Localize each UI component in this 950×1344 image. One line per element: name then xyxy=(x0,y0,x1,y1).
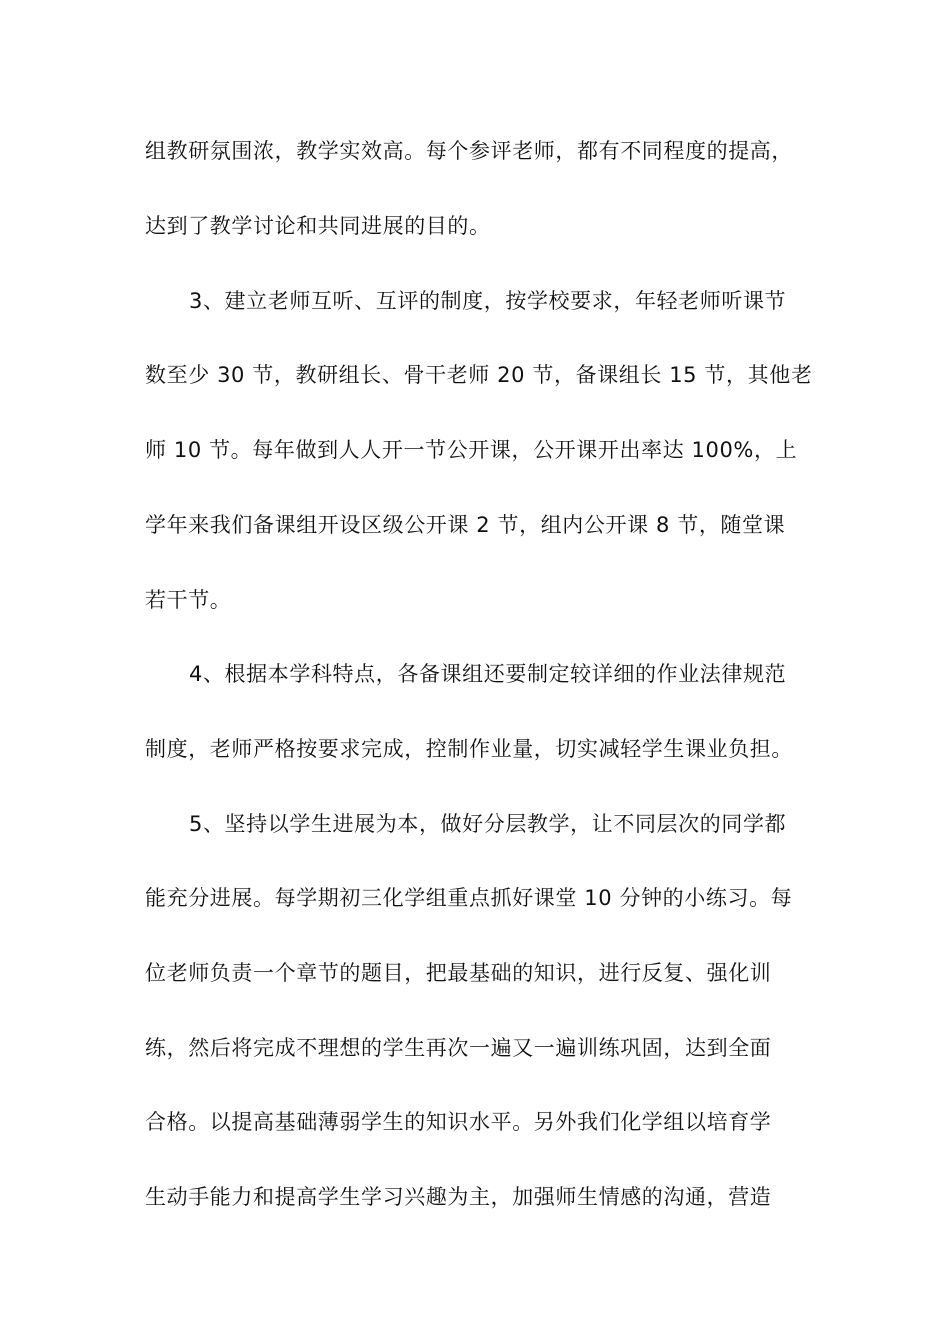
paragraph-line: 学年来我们备课组开设区级公开课 2 节，组内公开课 8 节，随堂课 xyxy=(145,513,786,537)
paragraph-line-item-5: 5、坚持以学生进展为本，做好分层教学，让不同层次的同学都 xyxy=(189,812,787,836)
paragraph-line: 制度，老师严格按要求完成，控制作业量，切实减轻学生课业负担。 xyxy=(145,737,793,761)
paragraph-line-item-3: 3、建立老师互听、互评的制度，按学校要求，年轻老师听课节 xyxy=(189,289,787,313)
paragraph-line: 合格。以提高基础薄弱学生的知识水平。另外我们化学组以培育学 xyxy=(145,1110,772,1134)
paragraph-line: 组教研氛围浓，教学实效高。每个参评老师，都有不同程度的提高， xyxy=(145,139,793,163)
paragraph-line: 位老师负责一个章节的题目，把最基础的知识，进行反复、强化训 xyxy=(145,961,772,985)
paragraph-line: 达到了教学讨论和共同进展的目的。 xyxy=(145,214,491,238)
paragraph-line: 师 10 节。每年做到人人开一节公开课，公开课开出率达 100%，上 xyxy=(145,438,798,462)
paragraph-line: 练，然后将完成不理想的学生再次一遍又一遍训练巩固，达到全面 xyxy=(145,1036,772,1060)
paragraph-line: 能充分进展。每学期初三化学组重点抓好课堂 10 分钟的小练习。每 xyxy=(145,886,793,910)
paragraph-line-item-4: 4、根据本学科特点，各备课组还要制定较详细的作业法律规范 xyxy=(189,662,787,686)
paragraph-line: 数至少 30 节，教研组长、骨干老师 20 节，备课组长 15 节，其他老 xyxy=(145,363,813,387)
paragraph-line: 生动手能力和提高学生学习兴趣为主，加强师生情感的沟通，营造 xyxy=(145,1185,772,1209)
paragraph-line: 若干节。 xyxy=(145,588,232,612)
